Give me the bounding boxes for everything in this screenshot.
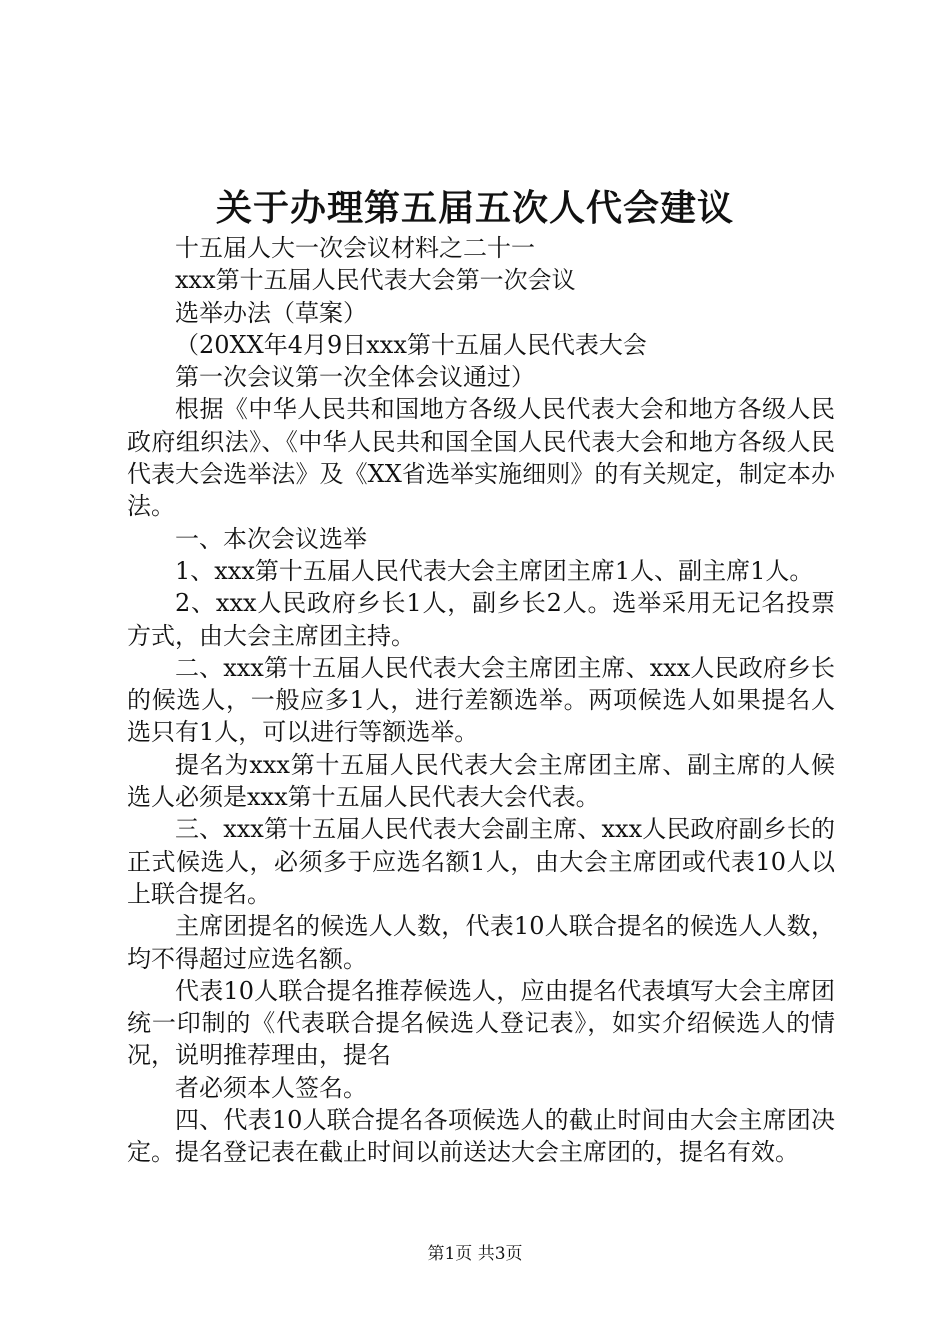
paragraph: 者必须本人签名。 bbox=[175, 1073, 367, 1102]
paragraph: 1、xxx第十五届人民代表大会主席团主席1人、副主席1人。 bbox=[175, 556, 814, 585]
paragraph: 提名为xxx第十五届人民代表大会主席团主席、副主席的人候选人必须是xxx第十五届人民代表大会代表。 bbox=[127, 750, 835, 812]
document-body bbox=[127, 232, 835, 1169]
paragraph: 主席团提名的候选人人数，代表10人联合提名的候选人人数，均不得超过应选名额。 bbox=[127, 912, 835, 973]
paragraph: 三、xxx第十五届人民代表大会副主席、xxx人民政府副乡长的正式候选人，必须多于应选名额1人，由大会主席团或代表10人以上联合提名。 bbox=[127, 815, 835, 908]
paragraph: 一、本次会议选举 bbox=[175, 524, 367, 553]
paragraph: 2、xxx人民政府乡长1人，副乡长2人。选举采用无记名投票方式，由大会主席团主持。 bbox=[127, 589, 835, 650]
paragraph: 代表10人联合提名推荐候选人，应由提名代表填写大会主席团统一印制的《代表联合提名候选人登记表》，如实介绍候选人的情况，说明推荐理由，提名 bbox=[127, 976, 835, 1070]
paragraph: xxx第十五届人民代表大会第一次会议 bbox=[175, 266, 576, 295]
paragraph: （20XX年4月9日xxx第十五届人民代表大会 bbox=[175, 330, 647, 359]
page-footer: 第1页 共3页 bbox=[427, 1244, 523, 1264]
paragraph: 十五届人大一次会议材料之二十一 bbox=[175, 234, 535, 262]
paragraph: 选举办法（草案） bbox=[175, 298, 367, 327]
paragraph: 二、xxx第十五届人民代表大会主席团主席、xxx人民政府乡长的候选人，一般应多1人，进行差额选举。两项候选人如果提名人选只有1人，可以进行等额选举。 bbox=[127, 653, 835, 747]
paragraph: 第一次会议第一次全体会议通过） bbox=[175, 363, 535, 392]
document-title: 关于办理第五届五次人代会建议 bbox=[215, 187, 734, 229]
paragraph: 根据《中华人民共和国地方各级人民代表大会和地方各级人民政府组织法》、《中华人民共和国全国人民代表大会和地方各级人民代表大会选举法》及《XX省选举实施细则》的有关规定，制定本办法。 bbox=[127, 395, 835, 521]
paragraph: 四、代表10人联合提名各项候选人的截止时间由大会主席团决定。提名登记表在截止时间以前送达大会主席团的，提名有效。 bbox=[127, 1106, 835, 1167]
